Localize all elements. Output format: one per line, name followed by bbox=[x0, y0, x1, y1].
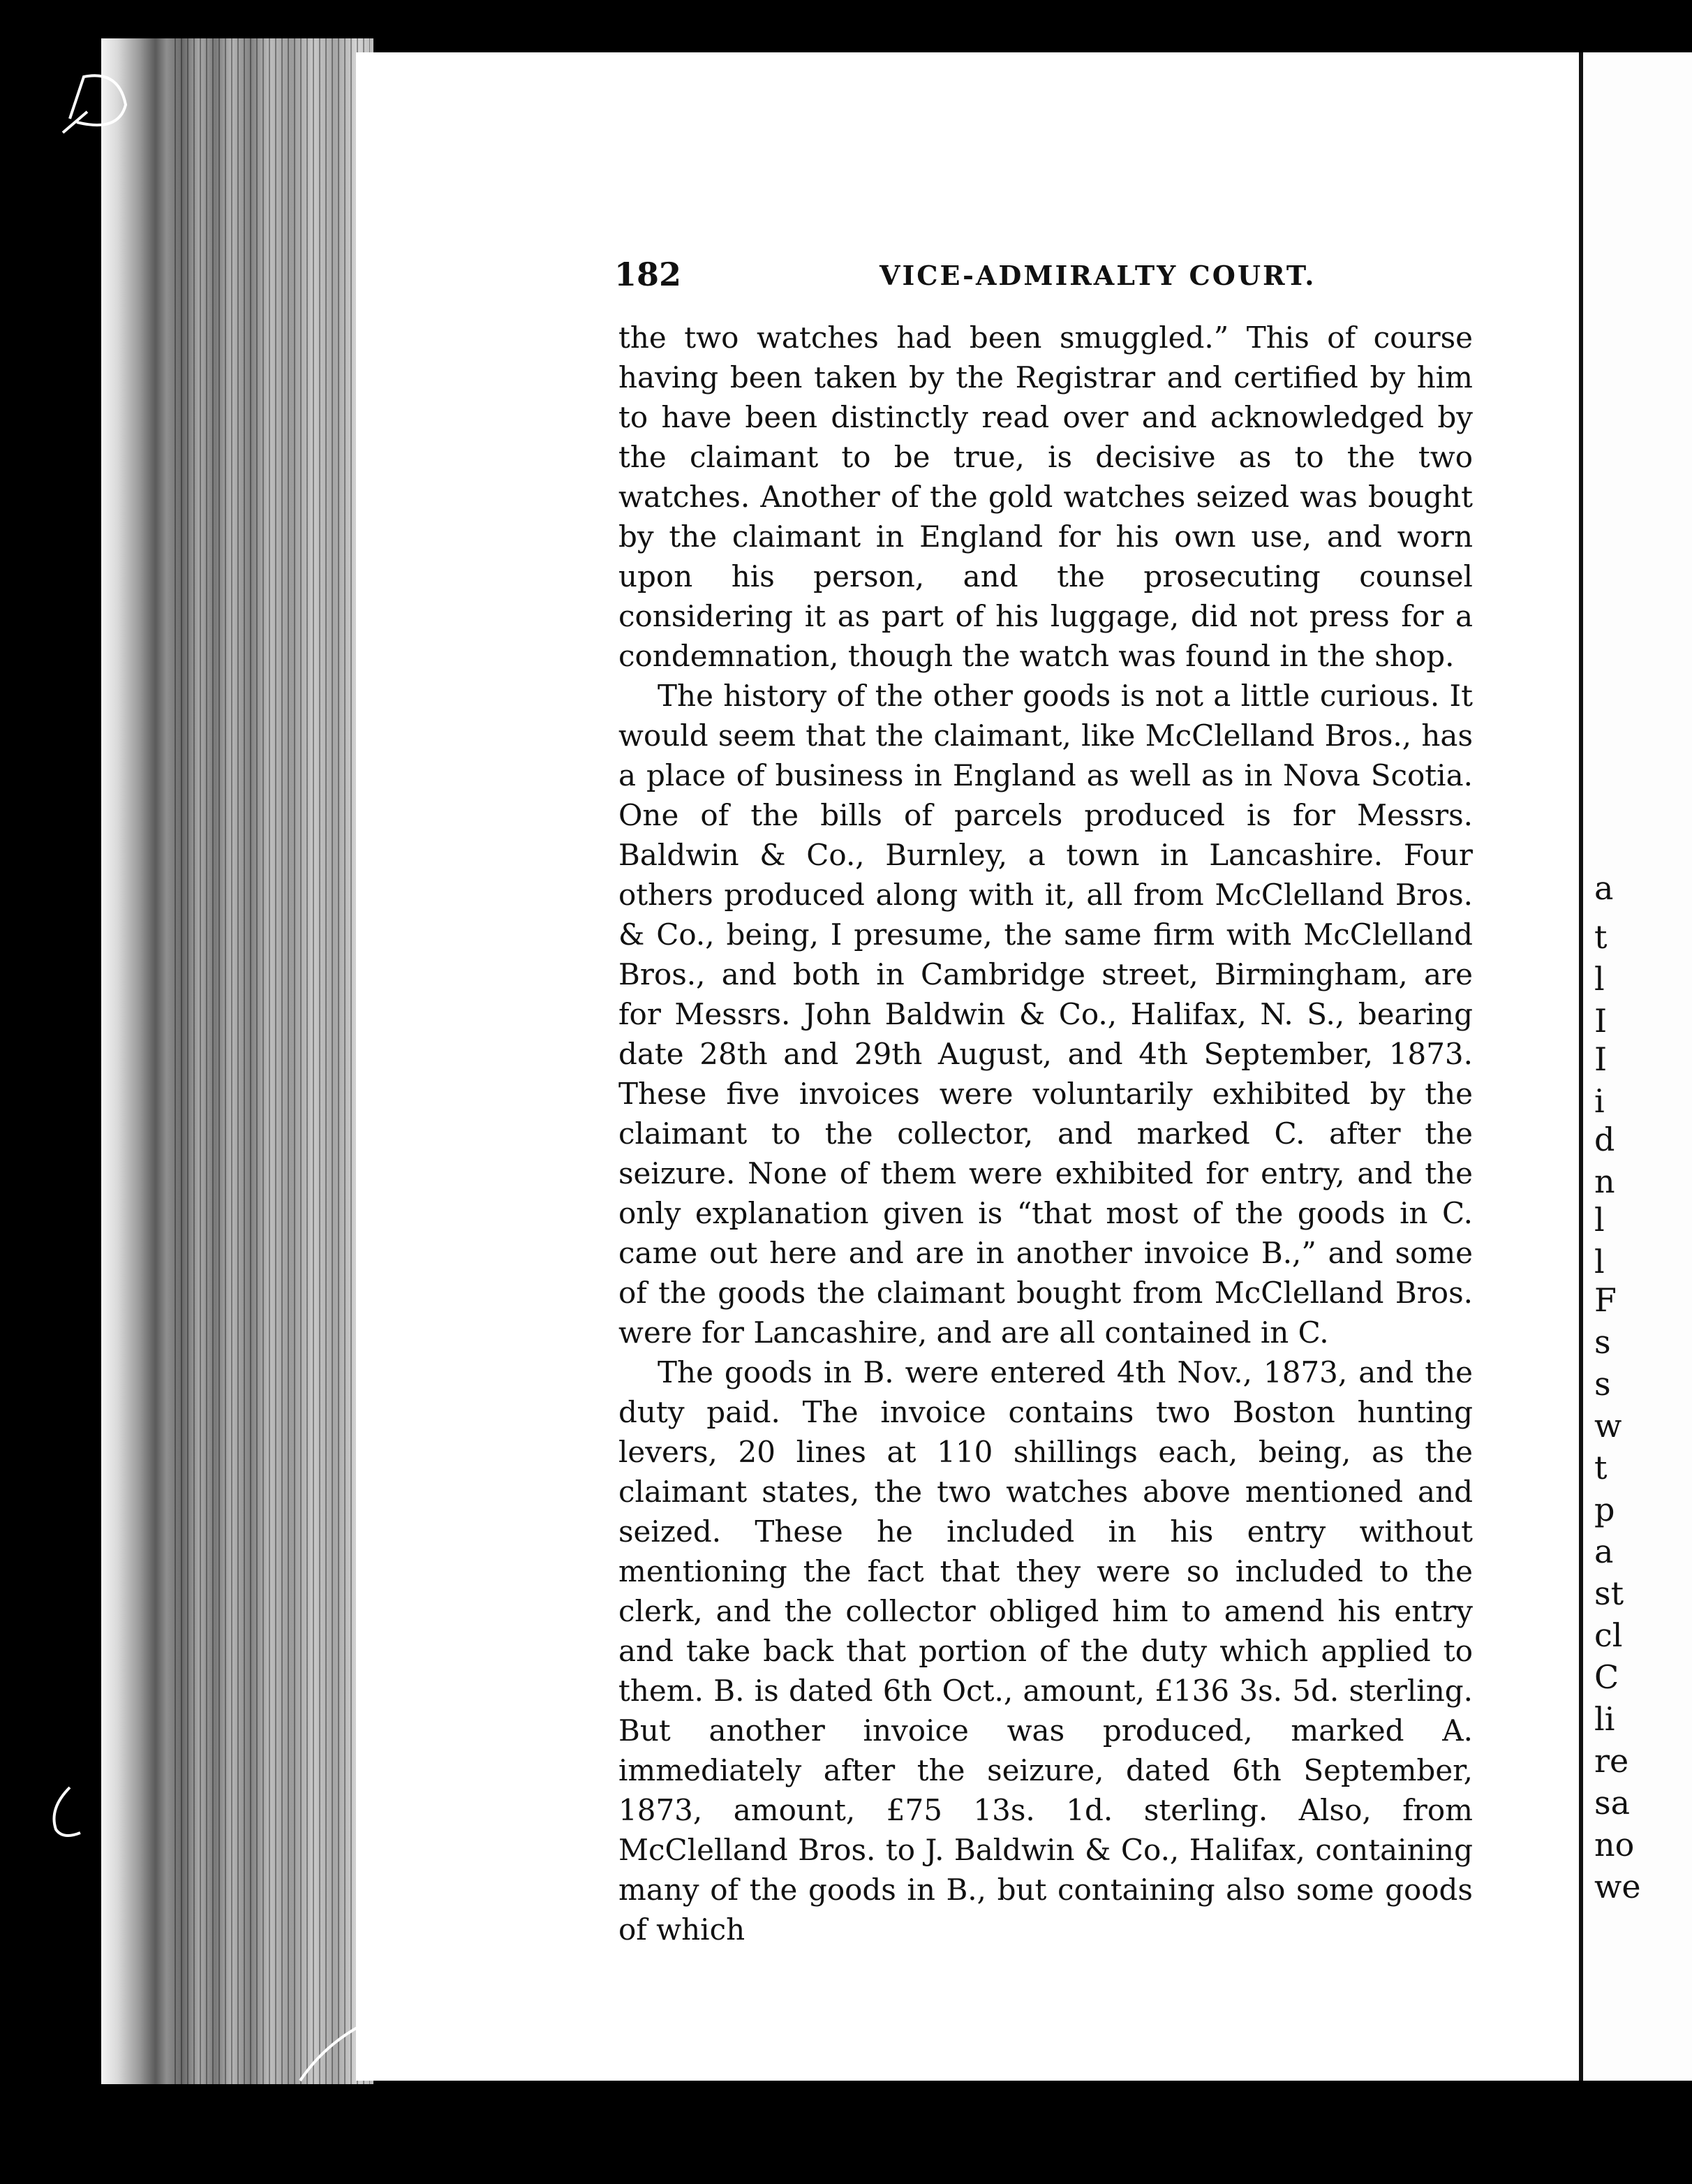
facing-page-fragment: s bbox=[1594, 1323, 1611, 1361]
facing-page-fragment: sa bbox=[1594, 1784, 1631, 1822]
facing-page-fragment: cl bbox=[1594, 1616, 1623, 1654]
facing-page-fragment: s bbox=[1594, 1365, 1611, 1403]
facing-page-fragment: I bbox=[1594, 1002, 1608, 1040]
facing-page-fragment: F bbox=[1594, 1281, 1617, 1319]
facing-page-fragment: st bbox=[1594, 1574, 1624, 1612]
facing-page-fragment: t bbox=[1594, 918, 1608, 956]
facing-page-sliver bbox=[1579, 52, 1692, 2081]
facing-page-fragment: p bbox=[1594, 1491, 1615, 1528]
facing-page-fragment: n bbox=[1594, 1163, 1615, 1200]
facing-page-fragment: w bbox=[1594, 1407, 1622, 1445]
facing-page-fragment: li bbox=[1594, 1700, 1615, 1738]
page-header bbox=[614, 256, 1480, 304]
facing-page-fragment: re bbox=[1594, 1742, 1629, 1780]
facing-page-fragment: i bbox=[1594, 1082, 1605, 1120]
paragraph-3: The goods in B. were entered 4th Nov., 1873, and the duty paid. The invoice contains two Boston hunting levers, 20 lines at 110 shillings each, being, as the claimant states, the two watches above mentioned and seized. These he included in his entry without mentioning the fact that they were so included to the clerk, and the collector obliged him to amend his entry and take back that portion of the duty which applied to them. B. is dated 6th Oct., amount, £136 3s. 5d. sterling. But another invoice was produced, marked A. immediately after the seizure, dated 6th September, 1873, amount, £75 13s. 1d. sterling. Also, from McClelland Bros. to J. Baldwin & Co., Halifax, containing many of the goods in B., but containing also some goods of which bbox=[618, 1355, 1473, 1947]
scan-scribble bbox=[56, 63, 147, 140]
running-head: VICE-ADMIRALTY COURT. bbox=[880, 260, 1316, 291]
page-number: 182 bbox=[614, 256, 682, 293]
paragraph-1: the two watches had been smuggled.” This of course having been taken by the Registrar and certified by him to have been distinctly read over and acknowledged by the claimant to be true, is decisive as to the two watches. Another of the gold watches seized was bought by the claimant in England for his own use, and worn upon his person, and the prosecuting counsel considering it as part of his luggage, did not press for a condemnation, though the watch was found in the shop. bbox=[618, 320, 1473, 673]
facing-page-fragment: C bbox=[1594, 1658, 1619, 1696]
facing-page-fragment: l bbox=[1594, 960, 1605, 998]
scan-scribble bbox=[42, 1780, 91, 1843]
facing-page-fragment: a bbox=[1594, 1533, 1614, 1570]
book-page-edge-lines bbox=[175, 38, 370, 2084]
facing-page-fragment: t bbox=[1594, 1449, 1608, 1486]
facing-page-fragment: a bbox=[1594, 869, 1614, 907]
facing-page-fragment: d bbox=[1594, 1121, 1615, 1158]
scan-scribble bbox=[293, 2011, 384, 2088]
facing-page-fragment: I bbox=[1594, 1040, 1608, 1078]
facing-page-fragment: l bbox=[1594, 1201, 1605, 1239]
body-text bbox=[618, 318, 1473, 1949]
facing-page-fragment: we bbox=[1594, 1868, 1641, 1905]
facing-page-fragment: no bbox=[1594, 1826, 1635, 1864]
paragraph-2: The history of the other goods is not a little curious. It would seem that the claimant, like McClelland Bros., has a place of business in England as well as in Nova Scotia. One of the bills of parcels produced is for Messrs. Baldwin & Co., Burnley, a town in Lancashire. Four others produced along with it, all from McClelland Bros. & Co., being, I presume, the same firm with McClelland Bros., and both in Cambridge street, Birmingham, are for Messrs. John Baldwin & Co., Halifax, N. S., bearing date 28th and 29th August, and 4th September, 1873. These five invoices were voluntarily exhibited by the claimant to the collector, and marked C. after the seizure. None of them were exhibited for entry, and the only explanation given is “that most of the goods in C. came out here and are in another invoice B.,” and some of the goods the claimant bought from McClelland Bros. were for Lancashire, and are all contained in C. bbox=[618, 679, 1473, 1350]
facing-page-fragment: l bbox=[1594, 1243, 1605, 1281]
